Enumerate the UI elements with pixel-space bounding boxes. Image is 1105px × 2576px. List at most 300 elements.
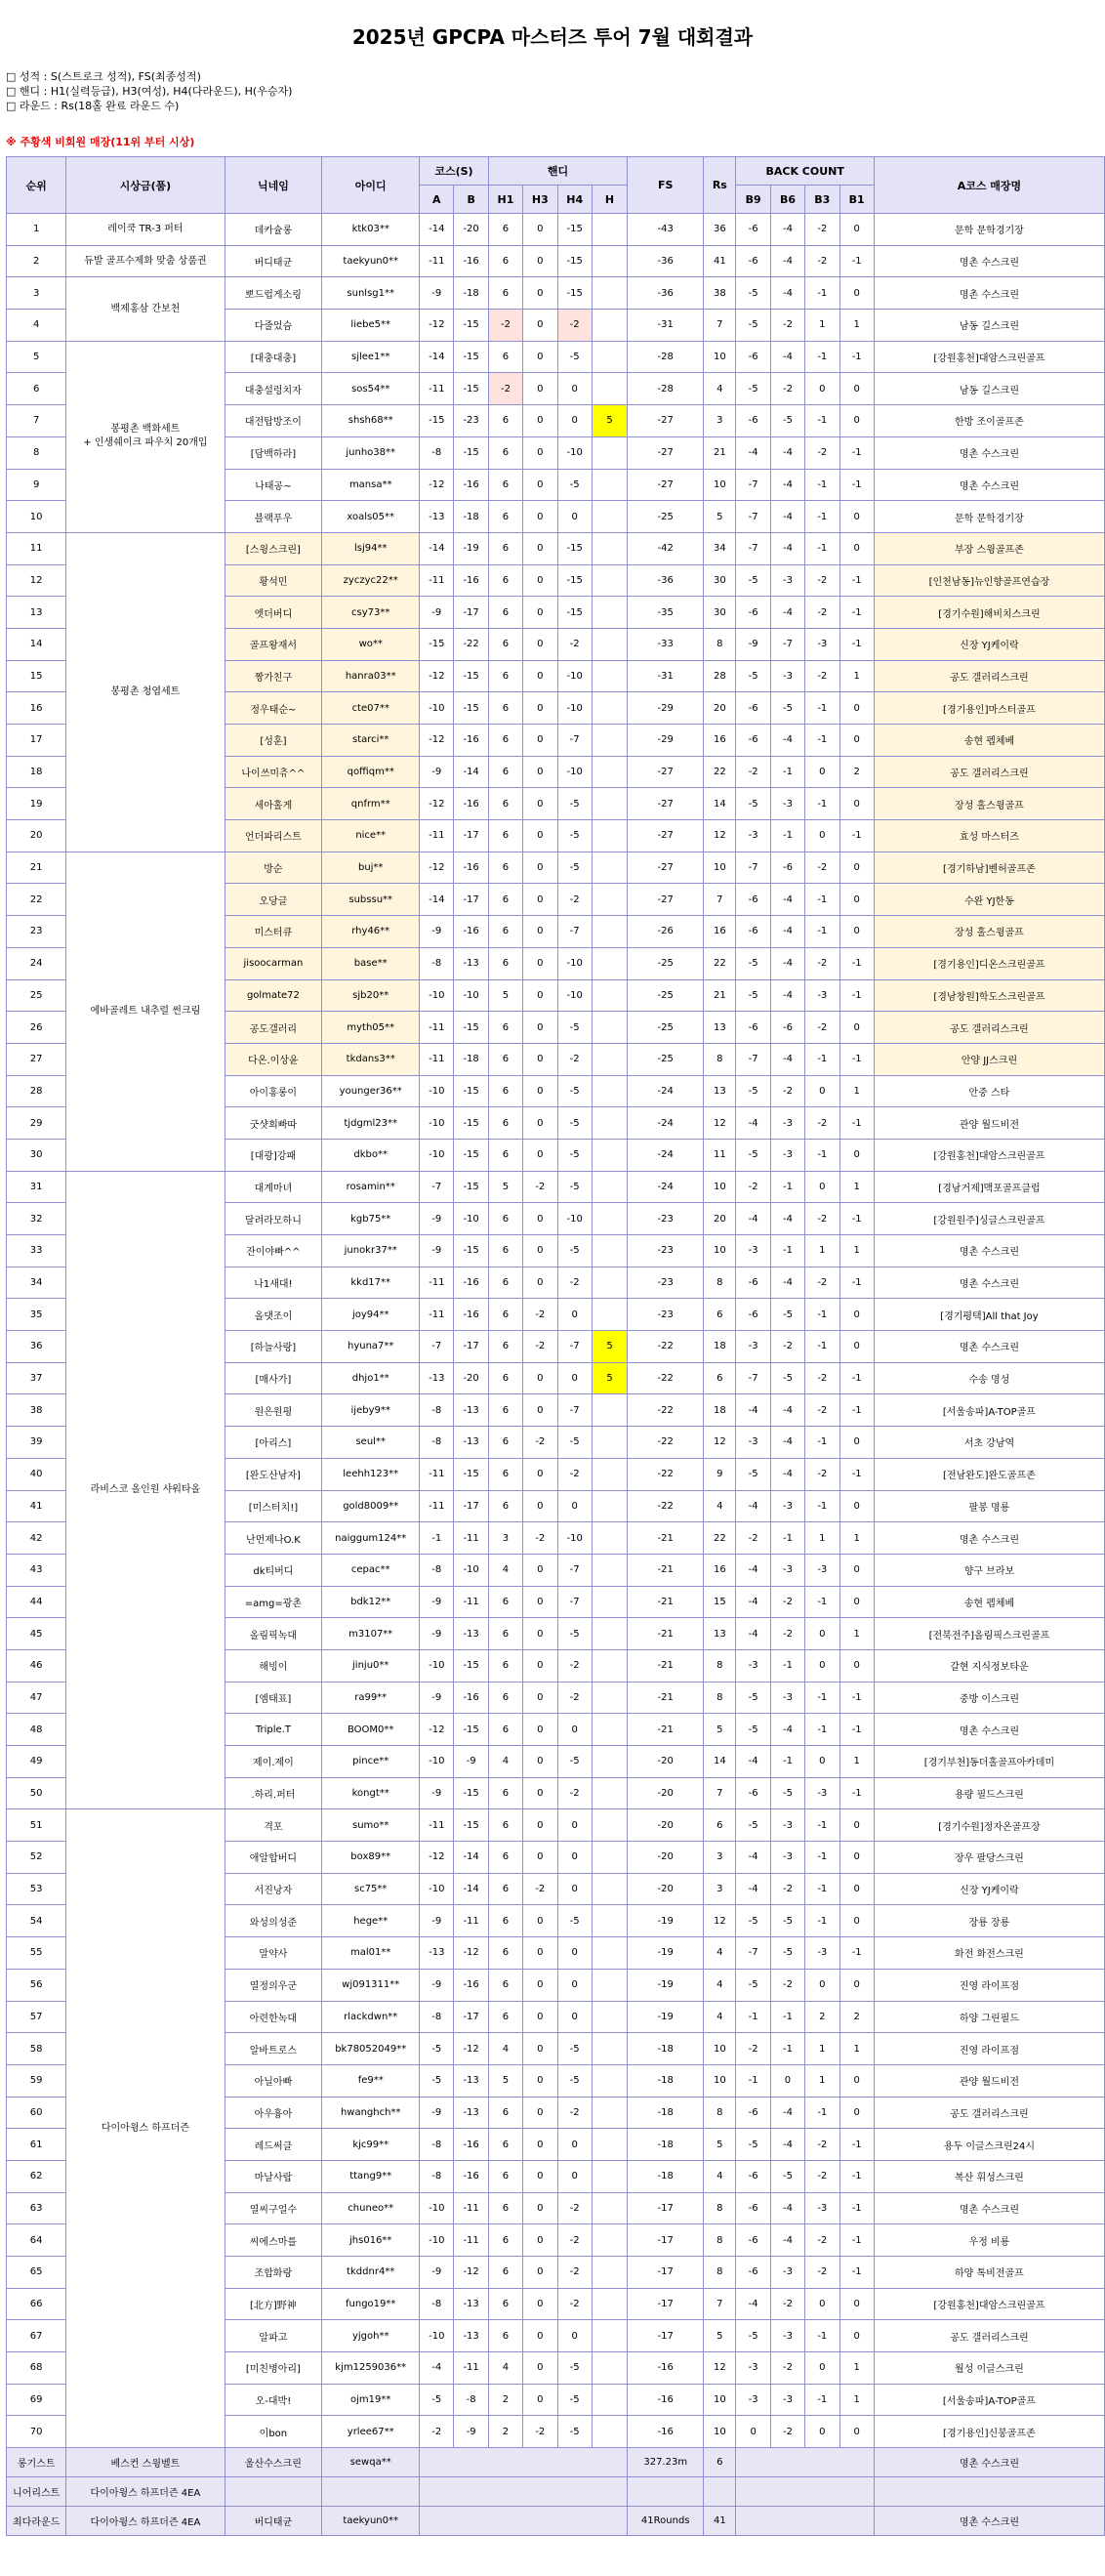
score-b-cell: -17: [454, 597, 488, 629]
handi-h4-cell: -5: [557, 1139, 592, 1171]
prize-cell: 백제홍삼 간보천: [66, 277, 225, 341]
rs-cell: 10: [704, 1171, 736, 1203]
b9-cell: -3: [736, 1235, 770, 1267]
nickname-cell: [담백하라]: [225, 436, 322, 469]
b6-cell: -4: [770, 277, 804, 310]
b9-cell: -4: [736, 1203, 770, 1235]
handi-h4-cell: -2: [557, 1682, 592, 1714]
prize-cell: 봉평촌 백화세트 + 인생쉐이크 파우치 20개입: [66, 341, 225, 532]
rs-cell: 22: [704, 756, 736, 788]
b6-cell: -5: [770, 405, 804, 437]
rs-cell: 7: [704, 310, 736, 342]
store-cell: 명촌 수스크린: [874, 2192, 1104, 2224]
b3-cell: -2: [805, 1267, 839, 1299]
rank-cell: 60: [7, 2097, 66, 2129]
award-nickname: [225, 2477, 322, 2507]
b1-cell: 1: [839, 1171, 874, 1203]
rank-cell: 39: [7, 1427, 66, 1459]
rs-cell: 6: [704, 1809, 736, 1842]
handi-h3-cell: 0: [523, 1618, 557, 1650]
id-cell: tkdans3**: [322, 1043, 420, 1075]
handi-h4-cell: -2: [557, 1777, 592, 1809]
score-a-cell: -11: [420, 1490, 454, 1522]
b1-cell: 0: [839, 373, 874, 405]
b6-cell: -5: [770, 1905, 804, 1937]
handi-h1-cell: 6: [488, 2320, 522, 2352]
b1-cell: 2: [839, 2001, 874, 2033]
prize-cell: 라비스코 올인원 샤워타올: [66, 1171, 225, 1809]
id-cell: tkddnr4**: [322, 2257, 420, 2289]
handi-h-cell: [592, 1586, 627, 1618]
nickname-cell: [성훈]: [225, 725, 322, 757]
score-b-cell: -15: [454, 1714, 488, 1746]
b3-cell: 0: [805, 373, 839, 405]
handi-h-cell: 5: [592, 1331, 627, 1363]
b9-cell: -6: [736, 2257, 770, 2289]
handi-h-cell: [592, 310, 627, 342]
nickname-cell: 언더파리스트: [225, 820, 322, 852]
id-cell: junho38**: [322, 436, 420, 469]
id-cell: liebe5**: [322, 310, 420, 342]
id-cell: ttang9**: [322, 2160, 420, 2192]
header-fs: FS: [628, 157, 704, 214]
handi-h4-cell: -10: [557, 1522, 592, 1555]
b3-cell: -1: [805, 1490, 839, 1522]
handi-h3-cell: 0: [523, 245, 557, 277]
handi-h-cell: [592, 2257, 627, 2289]
handi-h-cell: [592, 1746, 627, 1778]
score-a-cell: -13: [420, 1937, 454, 1970]
handi-h4-cell: 0: [557, 2001, 592, 2033]
id-cell: myth05**: [322, 1012, 420, 1044]
nickname-cell: 씨에스마를: [225, 2224, 322, 2257]
fs-cell: -25: [628, 501, 704, 533]
handi-h4-cell: -15: [557, 564, 592, 597]
id-cell: rhy46**: [322, 916, 420, 948]
rs-cell: 8: [704, 2097, 736, 2129]
score-a-cell: -9: [420, 1905, 454, 1937]
score-a-cell: -11: [420, 1012, 454, 1044]
b6-cell: -3: [770, 660, 804, 692]
rank-cell: 31: [7, 1171, 66, 1203]
b9-cell: -6: [736, 2097, 770, 2129]
rs-cell: 38: [704, 277, 736, 310]
b6-cell: -3: [770, 1682, 804, 1714]
b3-cell: 0: [805, 1618, 839, 1650]
nickname-cell: 조합화랑: [225, 2257, 322, 2289]
store-cell: [경기용인]신봉골프존: [874, 2416, 1104, 2448]
handi-h-cell: [592, 1969, 627, 2001]
score-a-cell: -10: [420, 1746, 454, 1778]
rs-cell: 3: [704, 405, 736, 437]
rank-cell: 66: [7, 2288, 66, 2320]
id-cell: base**: [322, 947, 420, 979]
handi-h-cell: [592, 725, 627, 757]
handi-h1-cell: 4: [488, 1554, 522, 1586]
b6-cell: -4: [770, 1394, 804, 1427]
nickname-cell: 나태공~: [225, 469, 322, 501]
score-a-cell: -10: [420, 1075, 454, 1107]
handi-h3-cell: 0: [523, 1043, 557, 1075]
nickname-cell: [스윙스크린]: [225, 532, 322, 564]
handi-h1-cell: 6: [488, 692, 522, 725]
rs-cell: 8: [704, 2192, 736, 2224]
header-h: H: [592, 186, 627, 214]
handi-h4-cell: -2: [557, 1043, 592, 1075]
b6-cell: -2: [770, 2288, 804, 2320]
b1-cell: 0: [839, 1554, 874, 1586]
handi-h1-cell: 6: [488, 1075, 522, 1107]
fs-cell: -25: [628, 1012, 704, 1044]
rank-cell: 28: [7, 1075, 66, 1107]
store-cell: 향구 브라보: [874, 1554, 1104, 1586]
score-b-cell: -14: [454, 1873, 488, 1905]
b1-cell: -1: [839, 820, 874, 852]
handi-h-cell: [592, 469, 627, 501]
rank-cell: 49: [7, 1746, 66, 1778]
handi-h-cell: [592, 501, 627, 533]
b3-cell: -3: [805, 979, 839, 1012]
store-cell: 신장 YJ케이락: [874, 1873, 1104, 1905]
handi-h-cell: [592, 1714, 627, 1746]
handi-h-cell: [592, 532, 627, 564]
b3-cell: -2: [805, 2129, 839, 2161]
handi-h4-cell: -5: [557, 341, 592, 373]
score-a-cell: -11: [420, 1299, 454, 1331]
store-cell: 장우 팔당스크린: [874, 1842, 1104, 1874]
score-a-cell: -13: [420, 1362, 454, 1394]
rs-cell: 8: [704, 628, 736, 660]
b3-cell: 0: [805, 1171, 839, 1203]
b3-cell: -3: [805, 1937, 839, 1970]
handi-h3-cell: -2: [523, 1331, 557, 1363]
score-a-cell: -8: [420, 1554, 454, 1586]
score-b-cell: -16: [454, 1299, 488, 1331]
store-cell: 송현 펩체베: [874, 725, 1104, 757]
handi-h1-cell: 6: [488, 1299, 522, 1331]
nickname-cell: 뽀드럽게소링: [225, 277, 322, 310]
b9-cell: -2: [736, 756, 770, 788]
handi-h3-cell: 0: [523, 2192, 557, 2224]
score-b-cell: -16: [454, 245, 488, 277]
b1-cell: -1: [839, 1714, 874, 1746]
handi-h1-cell: 6: [488, 756, 522, 788]
nickname-cell: 레드써클: [225, 2129, 322, 2161]
handi-h4-cell: -5: [557, 1427, 592, 1459]
store-cell: 공도 갤러리스크린: [874, 1012, 1104, 1044]
handi-h1-cell: 4: [488, 1746, 522, 1778]
handi-h3-cell: 0: [523, 979, 557, 1012]
handi-h3-cell: 0: [523, 373, 557, 405]
award-rounds: 41: [704, 2507, 736, 2536]
handi-h1-cell: 6: [488, 1618, 522, 1650]
b3-cell: -1: [805, 1331, 839, 1363]
id-cell: hwanghch**: [322, 2097, 420, 2129]
store-cell: [경기하남]벤허골프존: [874, 852, 1104, 884]
nickname-cell: 아우흉아: [225, 2097, 322, 2129]
score-a-cell: -5: [420, 2033, 454, 2065]
score-a-cell: -9: [420, 1618, 454, 1650]
fs-cell: -16: [628, 2384, 704, 2416]
b1-cell: -1: [839, 2129, 874, 2161]
b9-cell: -6: [736, 1777, 770, 1809]
handi-h3-cell: 0: [523, 1554, 557, 1586]
b9-cell: 0: [736, 2416, 770, 2448]
handi-h-cell: [592, 1267, 627, 1299]
b1-cell: 1: [839, 2384, 874, 2416]
b1-cell: 2: [839, 756, 874, 788]
id-cell: hanra03**: [322, 660, 420, 692]
nickname-cell: 말약사: [225, 1937, 322, 1970]
b1-cell: 1: [839, 1746, 874, 1778]
fs-cell: -24: [628, 1139, 704, 1171]
store-cell: 장성 홀스윙골프: [874, 916, 1104, 948]
score-a-cell: -5: [420, 2384, 454, 2416]
handi-h-cell: [592, 852, 627, 884]
score-a-cell: -13: [420, 501, 454, 533]
b6-cell: -2: [770, 1618, 804, 1650]
store-cell: 우정 비룡: [874, 2224, 1104, 2257]
b6-cell: -1: [770, 2001, 804, 2033]
footer-row: [7, 2448, 1105, 2477]
id-cell: jhs016**: [322, 2224, 420, 2257]
handi-h-cell: [592, 1171, 627, 1203]
b6-cell: -5: [770, 692, 804, 725]
score-b-cell: -15: [454, 1235, 488, 1267]
handi-h1-cell: 6: [488, 564, 522, 597]
handi-h3-cell: 0: [523, 2001, 557, 2033]
store-cell: 관양 월드비전: [874, 1107, 1104, 1140]
b9-cell: -7: [736, 1937, 770, 1970]
fs-cell: -18: [628, 2160, 704, 2192]
nickname-cell: 아닐아빠: [225, 2064, 322, 2097]
b1-cell: -1: [839, 1107, 874, 1140]
handi-h1-cell: 6: [488, 214, 522, 246]
rs-cell: 7: [704, 884, 736, 916]
score-a-cell: -12: [420, 1842, 454, 1874]
table-header: [7, 157, 1105, 214]
handi-h3-cell: 0: [523, 2224, 557, 2257]
score-a-cell: -12: [420, 310, 454, 342]
score-b-cell: -16: [454, 725, 488, 757]
handi-h3-cell: 0: [523, 692, 557, 725]
fs-cell: -27: [628, 756, 704, 788]
b9-cell: -6: [736, 1299, 770, 1331]
score-b-cell: -15: [454, 436, 488, 469]
fs-cell: -21: [628, 1554, 704, 1586]
b6-cell: -4: [770, 532, 804, 564]
b6-cell: -2: [770, 1331, 804, 1363]
b1-cell: 0: [839, 1299, 874, 1331]
header-nickname: 닉네임: [225, 157, 322, 214]
handi-h4-cell: -5: [557, 1171, 592, 1203]
b6-cell: -4: [770, 1043, 804, 1075]
fs-cell: -23: [628, 1299, 704, 1331]
score-a-cell: -8: [420, 436, 454, 469]
handi-h3-cell: -2: [523, 1522, 557, 1555]
handi-h1-cell: 4: [488, 2352, 522, 2385]
score-a-cell: -8: [420, 2129, 454, 2161]
rs-cell: 9: [704, 1458, 736, 1490]
handi-h3-cell: 0: [523, 1777, 557, 1809]
b1-cell: 0: [839, 1905, 874, 1937]
handi-h3-cell: 0: [523, 1075, 557, 1107]
b1-cell: 0: [839, 1649, 874, 1682]
fs-cell: -17: [628, 2320, 704, 2352]
store-cell: 수송 명성: [874, 1362, 1104, 1394]
fs-cell: -27: [628, 884, 704, 916]
handi-h1-cell: 6: [488, 532, 522, 564]
score-b-cell: -15: [454, 1075, 488, 1107]
handi-h4-cell: -2: [557, 628, 592, 660]
b6-cell: -4: [770, 1267, 804, 1299]
rank-cell: 8: [7, 436, 66, 469]
store-cell: 문학 문학경기장: [874, 501, 1104, 533]
id-cell: buj**: [322, 852, 420, 884]
table-footer: [7, 2448, 1105, 2536]
nickname-cell: 알바트로스: [225, 2033, 322, 2065]
handi-h1-cell: 6: [488, 1267, 522, 1299]
score-a-cell: -10: [420, 1649, 454, 1682]
handi-h1-cell: 6: [488, 469, 522, 501]
award-id: sewqa**: [322, 2448, 420, 2477]
handi-h4-cell: -5: [557, 2384, 592, 2416]
award-prize: 다이아윙스 하프더즌 4EA: [66, 2477, 225, 2507]
handi-h3-cell: 0: [523, 341, 557, 373]
nickname-cell: 대계마녀: [225, 1171, 322, 1203]
fs-cell: -36: [628, 245, 704, 277]
b1-cell: 1: [839, 660, 874, 692]
handi-h4-cell: -10: [557, 1203, 592, 1235]
b9-cell: -5: [736, 788, 770, 820]
handi-h1-cell: 6: [488, 1139, 522, 1171]
store-cell: 복산 휘성스크린: [874, 2160, 1104, 2192]
handi-h4-cell: -2: [557, 2097, 592, 2129]
handi-h-cell: [592, 2192, 627, 2224]
rank-cell: 59: [7, 2064, 66, 2097]
handi-h1-cell: 6: [488, 2097, 522, 2129]
id-cell: naiggum124**: [322, 1522, 420, 1555]
b3-cell: -1: [805, 2384, 839, 2416]
score-a-cell: -9: [420, 1777, 454, 1809]
fs-cell: -42: [628, 532, 704, 564]
handi-h3-cell: 0: [523, 2352, 557, 2385]
rs-cell: 4: [704, 1969, 736, 2001]
b6-cell: -1: [770, 2033, 804, 2065]
b3-cell: -1: [805, 501, 839, 533]
b9-cell: -1: [736, 2064, 770, 2097]
prize-cell: 레이쿡 TR-3 퍼터: [66, 214, 225, 246]
id-cell: hege**: [322, 1905, 420, 1937]
handi-h3-cell: 0: [523, 1362, 557, 1394]
handi-h4-cell: 0: [557, 2320, 592, 2352]
nickname-cell: 데카슐롱: [225, 214, 322, 246]
handi-h1-cell: 6: [488, 947, 522, 979]
fs-cell: -27: [628, 436, 704, 469]
rank-cell: 43: [7, 1554, 66, 1586]
b3-cell: -2: [805, 852, 839, 884]
rs-cell: 36: [704, 214, 736, 246]
score-b-cell: -16: [454, 1682, 488, 1714]
score-a-cell: -10: [420, 979, 454, 1012]
b3-cell: -1: [805, 884, 839, 916]
fs-cell: -43: [628, 214, 704, 246]
rank-cell: 64: [7, 2224, 66, 2257]
b1-cell: 0: [839, 1586, 874, 1618]
handi-h1-cell: 4: [488, 2033, 522, 2065]
rank-cell: 37: [7, 1362, 66, 1394]
header-h4: H4: [557, 186, 592, 214]
b6-cell: -4: [770, 725, 804, 757]
b9-cell: -6: [736, 2192, 770, 2224]
rs-cell: 10: [704, 469, 736, 501]
fs-cell: -17: [628, 2257, 704, 2289]
nickname-cell: 공도갤러리: [225, 1012, 322, 1044]
b6-cell: -7: [770, 628, 804, 660]
fs-cell: -21: [628, 1682, 704, 1714]
b9-cell: -5: [736, 277, 770, 310]
score-b-cell: -17: [454, 820, 488, 852]
nickname-cell: 정우태순~: [225, 692, 322, 725]
handi-h-cell: [592, 1937, 627, 1970]
store-cell: [강원홍천]대암스크린골프: [874, 1139, 1104, 1171]
nickname-cell: 열씨구얼수: [225, 2192, 322, 2224]
handi-h1-cell: 6: [488, 1362, 522, 1394]
rs-cell: 21: [704, 979, 736, 1012]
rs-cell: 13: [704, 1618, 736, 1650]
score-a-cell: -4: [420, 2352, 454, 2385]
b3-cell: -2: [805, 1012, 839, 1044]
b6-cell: -3: [770, 2320, 804, 2352]
rank-cell: 57: [7, 2001, 66, 2033]
nickname-cell: [미친병아리]: [225, 2352, 322, 2385]
handi-h4-cell: -5: [557, 820, 592, 852]
b9-cell: -7: [736, 469, 770, 501]
rs-cell: 6: [704, 1362, 736, 1394]
rs-cell: 10: [704, 852, 736, 884]
b3-cell: -1: [805, 1139, 839, 1171]
b3-cell: -1: [805, 405, 839, 437]
b9-cell: -4: [736, 1107, 770, 1140]
handi-h-cell: [592, 1012, 627, 1044]
b6-cell: -3: [770, 1107, 804, 1140]
b6-cell: -1: [770, 1235, 804, 1267]
b6-cell: -3: [770, 2384, 804, 2416]
rs-cell: 22: [704, 947, 736, 979]
handi-h4-cell: -2: [557, 2192, 592, 2224]
score-a-cell: -9: [420, 1586, 454, 1618]
handi-h3-cell: 0: [523, 1586, 557, 1618]
handi-h1-cell: 6: [488, 1777, 522, 1809]
fs-cell: -17: [628, 2288, 704, 2320]
fs-cell: -20: [628, 1777, 704, 1809]
handi-h3-cell: 0: [523, 501, 557, 533]
header-a: A: [420, 186, 454, 214]
score-b-cell: -15: [454, 1107, 488, 1140]
score-b-cell: -9: [454, 2416, 488, 2448]
b9-cell: -3: [736, 1331, 770, 1363]
b9-cell: -6: [736, 597, 770, 629]
b6-cell: -3: [770, 788, 804, 820]
handi-h-cell: [592, 2129, 627, 2161]
b9-cell: -6: [736, 725, 770, 757]
handi-h4-cell: -2: [557, 884, 592, 916]
score-b-cell: -13: [454, 2097, 488, 2129]
store-cell: 신장 YJ케이락: [874, 628, 1104, 660]
header-prize: 시상금(품): [66, 157, 225, 214]
score-b-cell: -13: [454, 1427, 488, 1459]
fs-cell: -16: [628, 2352, 704, 2385]
